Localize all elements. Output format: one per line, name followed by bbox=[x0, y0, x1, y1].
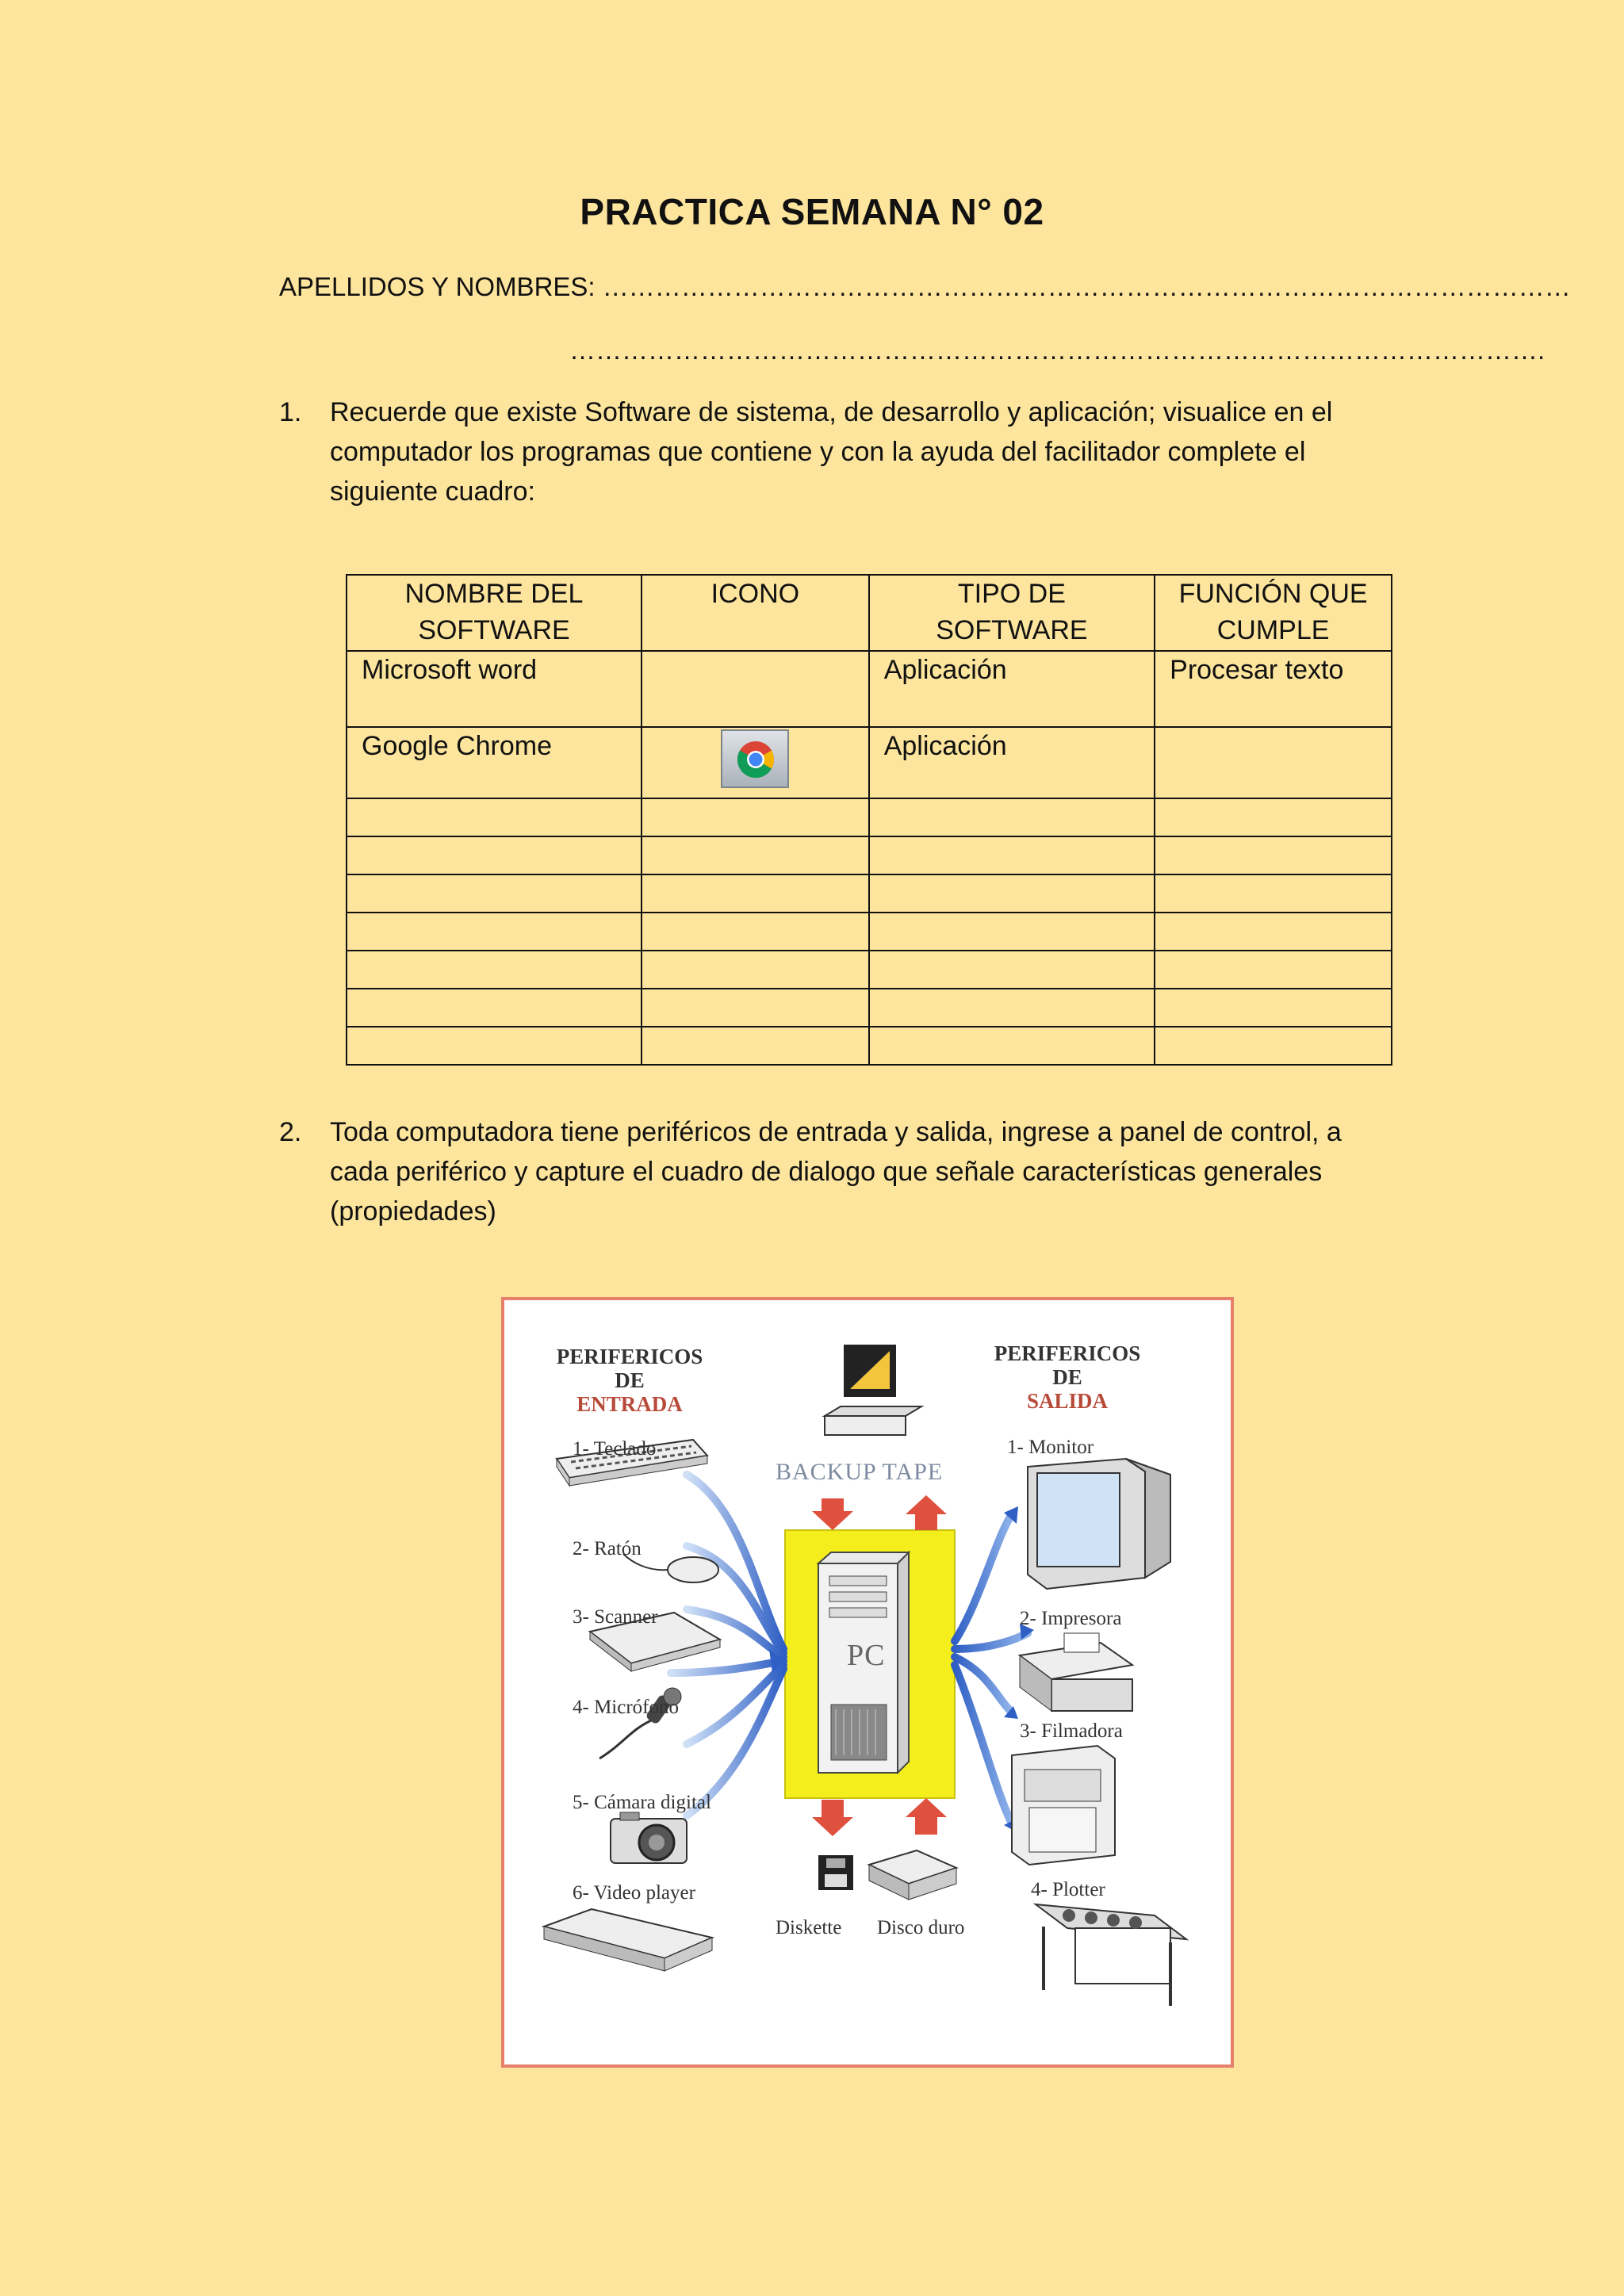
output-label-film-recorder: 3- Filmadora bbox=[1020, 1720, 1123, 1742]
hard-disk-icon bbox=[869, 1850, 956, 1900]
table-row bbox=[347, 1027, 1392, 1065]
output-label-printer: 2- Impresora bbox=[1020, 1608, 1122, 1629]
arrow-up-icon bbox=[906, 1798, 947, 1835]
name-dots-1: ………………………………………………………………………………………………… bbox=[602, 272, 1571, 301]
arrow-down-icon bbox=[812, 1498, 853, 1530]
film-recorder-icon bbox=[1012, 1746, 1115, 1865]
output-label-plotter: 4- Plotter bbox=[1031, 1879, 1105, 1900]
cell-name[interactable]: Microsoft word bbox=[347, 651, 642, 727]
name-dots-2: …………………………………………………………………………………………………. bbox=[569, 335, 1545, 365]
table-row bbox=[347, 836, 1392, 874]
monitor-icon bbox=[1028, 1459, 1170, 1589]
cell-function[interactable] bbox=[1155, 989, 1392, 1027]
cell-icon[interactable] bbox=[642, 874, 869, 913]
cell-function[interactable] bbox=[1155, 874, 1392, 913]
cell-type[interactable] bbox=[869, 951, 1155, 989]
cell-name[interactable] bbox=[347, 836, 642, 874]
cell-function[interactable] bbox=[1155, 727, 1392, 798]
cell-type[interactable] bbox=[869, 989, 1155, 1027]
cell-type[interactable] bbox=[869, 1027, 1155, 1065]
cell-icon[interactable] bbox=[642, 836, 869, 874]
cell-name[interactable] bbox=[347, 1027, 642, 1065]
page-title: PRACTICA SEMANA N° 02 bbox=[580, 191, 1044, 232]
input-label-camera: 5- Cámara digital bbox=[573, 1792, 711, 1813]
camera-icon bbox=[611, 1812, 687, 1863]
question-2-text: Toda computadora tiene periféricos de entrada y salida, ingrese a panel de control, a cada periférico y capture el cuadro de dialogo que señale características generales (propiedades) bbox=[330, 1117, 1342, 1226]
chrome-icon bbox=[721, 729, 789, 788]
output-label-monitor: 1- Monitor bbox=[1007, 1437, 1094, 1458]
cell-type[interactable]: Aplicación bbox=[869, 651, 1155, 727]
cell-name[interactable] bbox=[347, 798, 642, 836]
cell-icon[interactable] bbox=[642, 798, 869, 836]
backup-tape-icon bbox=[825, 1345, 921, 1435]
storage-label-diskette: Diskette bbox=[776, 1917, 842, 1938]
pc-label: PC bbox=[847, 1639, 886, 1672]
cell-name[interactable]: Google Chrome bbox=[347, 727, 642, 798]
question-1-text: Recuerde que existe Software de sistema, de desarrollo y aplicación; visualice en el computador los programas que contiene y con la ayuda del facilitador complete el siguiente cuadro: bbox=[330, 397, 1333, 507]
question-2-number: 2. bbox=[279, 1117, 302, 1147]
header-icon: ICONO bbox=[642, 575, 869, 651]
cell-icon[interactable] bbox=[642, 651, 869, 727]
cell-type[interactable] bbox=[869, 836, 1155, 874]
input-label-video-player: 6- Video player bbox=[573, 1882, 695, 1904]
storage-label-hard-disk: Disco duro bbox=[877, 1917, 965, 1938]
video-player-icon bbox=[544, 1909, 712, 1971]
input-heading bbox=[550, 1345, 709, 1416]
cell-icon[interactable] bbox=[642, 951, 869, 989]
output-heading-line-3: SALIDA bbox=[1026, 1389, 1109, 1413]
cell-function[interactable] bbox=[1155, 951, 1392, 989]
input-heading-line-1: PERIFERICOS bbox=[556, 1345, 703, 1368]
input-label-scanner: 3- Scanner bbox=[573, 1606, 658, 1628]
name-field-line-2[interactable] bbox=[569, 335, 1545, 365]
table-row bbox=[347, 651, 1392, 727]
cell-type[interactable] bbox=[869, 913, 1155, 951]
arrow-down-icon bbox=[812, 1800, 853, 1836]
cell-type[interactable]: Aplicación bbox=[869, 727, 1155, 798]
table-row bbox=[347, 874, 1392, 913]
cell-type[interactable] bbox=[869, 798, 1155, 836]
input-heading-line-3: ENTRADA bbox=[576, 1392, 683, 1416]
printer-icon bbox=[1020, 1633, 1132, 1711]
cell-function[interactable]: Procesar texto bbox=[1155, 651, 1392, 727]
cell-function[interactable] bbox=[1155, 1027, 1392, 1065]
cell-name[interactable] bbox=[347, 913, 642, 951]
output-heading-line-1: PERIFERICOS bbox=[994, 1341, 1141, 1365]
software-table bbox=[346, 574, 1392, 1066]
name-label: APELLIDOS Y NOMBRES: bbox=[279, 272, 596, 301]
input-label-microphone: 4- Micrófono bbox=[573, 1697, 679, 1718]
name-field-line-1[interactable] bbox=[279, 272, 1571, 302]
arrow-up-icon bbox=[906, 1495, 947, 1530]
cell-icon[interactable] bbox=[642, 727, 869, 798]
output-heading-line-2: DE bbox=[1052, 1365, 1082, 1389]
input-label-keyboard: 1- Teclado bbox=[573, 1438, 657, 1460]
table-row bbox=[347, 951, 1392, 989]
diskette-icon bbox=[818, 1855, 853, 1890]
table-row bbox=[347, 798, 1392, 836]
table-row bbox=[347, 913, 1392, 951]
peripherals-diagram bbox=[501, 1297, 1234, 2068]
cell-icon[interactable] bbox=[642, 913, 869, 951]
input-label-mouse: 2- Ratón bbox=[573, 1538, 642, 1559]
header-software-type: TIPO DE SOFTWARE bbox=[869, 575, 1155, 651]
input-heading-line-2: DE bbox=[615, 1368, 645, 1392]
cell-function[interactable] bbox=[1155, 836, 1392, 874]
output-heading bbox=[988, 1341, 1147, 1413]
header-function: FUNCIÓN QUE CUMPLE bbox=[1155, 575, 1392, 651]
cell-function[interactable] bbox=[1155, 798, 1392, 836]
plotter-icon bbox=[1036, 1904, 1186, 2006]
table-row bbox=[347, 727, 1392, 798]
table-row bbox=[347, 989, 1392, 1027]
question-1-number: 1. bbox=[279, 397, 302, 427]
cell-icon[interactable] bbox=[642, 989, 869, 1027]
header-software-name: NOMBRE DEL SOFTWARE bbox=[347, 575, 642, 651]
cell-type[interactable] bbox=[869, 874, 1155, 913]
cell-name[interactable] bbox=[347, 989, 642, 1027]
backup-tape-label: BACKUP TAPE bbox=[776, 1459, 944, 1485]
cell-name[interactable] bbox=[347, 951, 642, 989]
cell-name[interactable] bbox=[347, 874, 642, 913]
cell-icon[interactable] bbox=[642, 1027, 869, 1065]
table-header-row bbox=[347, 575, 1392, 651]
cell-function[interactable] bbox=[1155, 913, 1392, 951]
